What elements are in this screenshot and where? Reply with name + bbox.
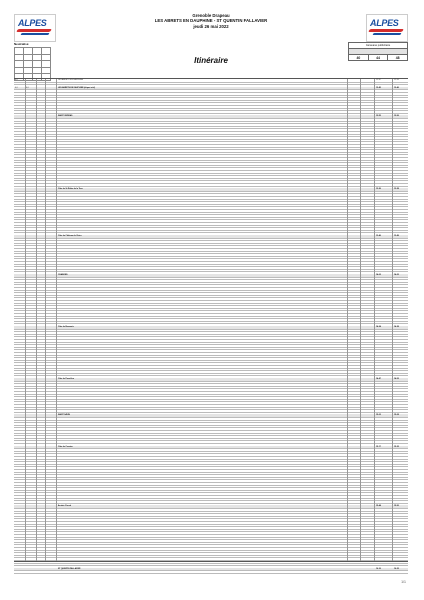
row-cell-c8: 13:46: [376, 235, 381, 237]
row-cell-c9: 12:33: [394, 79, 399, 81]
row-cell-c8: 14:47: [376, 378, 381, 380]
row-cell-c5: Côte de Cessieu: [58, 445, 73, 448]
row-cell-c5: Côte du Château de Virieu: [58, 235, 82, 237]
row-cell-c8: 12:45: [376, 86, 381, 89]
row-cell-c5: CHABONS: [58, 274, 68, 276]
row-cell-c8: [376, 567, 390, 573]
row-cell-c9: 13:49: [394, 235, 399, 237]
row-cell-c6: [349, 570, 359, 573]
row-cell-c9: 14:05: [394, 274, 399, 276]
speed-col-2: 44: [368, 55, 388, 60]
row-cell-c9: [394, 567, 408, 573]
row-cell-c5: LES ABRETS EN DAUPHINE (départ réel): [58, 86, 95, 89]
row-cell-c5: Côte de Parmilieu: [58, 378, 74, 380]
row-cell-c8: 14:02: [376, 274, 381, 276]
row-cell-c9: 14:52: [394, 378, 399, 380]
logo-swoosh-red: [368, 29, 404, 32]
alpes-logo-left: [14, 14, 56, 42]
row-cell-c5: Côte de St Didier de la Tour: [58, 188, 83, 191]
schedule-header-title: Caravane publicitaire: [365, 44, 391, 47]
row-cell-c9: 13:28: [394, 188, 399, 191]
stage-title: [100, 13, 322, 29]
row-cell-c5: ST QUENTIN FALLAVIER: [58, 567, 81, 570]
row-cell-c1: 0,0: [15, 86, 18, 89]
schedule-header-box: [348, 42, 408, 61]
logo-swoosh-red: [16, 29, 52, 32]
row-cell-c9: 14:28: [394, 326, 399, 328]
logo-swoosh-blue: [372, 33, 401, 35]
row-cell-c8: 16:16: [376, 567, 381, 570]
itinerary-rows: [14, 79, 408, 570]
row-cell-c7: [362, 570, 372, 573]
logo-swoosh-blue: [20, 33, 49, 35]
logo-wordmark: ALPES: [18, 18, 47, 28]
row-cell-c5: LES ABRETS EN DAUPHINE: [58, 79, 84, 81]
row-cell-c5: SAINT SAVIN: [58, 414, 70, 417]
row-cell-c5: Arrivée Circuit: [58, 505, 72, 508]
row-cell-c8: 13:26: [376, 188, 381, 191]
speed-columns: [349, 54, 407, 60]
itinerary-table: [14, 78, 408, 570]
row-cell-c9: 12:56: [394, 115, 399, 118]
row-cell-c5: Côte de Bevenais: [58, 326, 74, 328]
title-line-1: Grenoble Drapeau: [192, 13, 230, 18]
row-cell-c1: [15, 570, 25, 573]
legend-title: Neutralisé: [14, 42, 29, 46]
row-cell-c3: [37, 570, 45, 573]
row-cell-c8: 15:17: [376, 445, 381, 448]
row-cell-c8: 15:03: [376, 414, 381, 417]
row-cell-c9: 15:08: [394, 414, 399, 417]
speed-col-3: 48: [387, 55, 407, 60]
row-cell-c8: 15:44: [376, 505, 381, 508]
row-cell-c2: [26, 570, 36, 573]
row-cell-c1: 0,0: [15, 79, 18, 81]
speed-col-1: 40: [356, 55, 361, 60]
title-line-2: LES ABRETS EN DAUPHINE - ST QUENTIN FALLAVIER: [154, 18, 268, 24]
legend-grid: [14, 47, 51, 81]
row-cell-c9: 15:50: [394, 505, 399, 508]
title-line-3: jeudi 26 mai 2022: [193, 23, 229, 29]
row-cell-c9: 16:22: [394, 567, 399, 570]
row-cell-c8: 12:55: [376, 115, 381, 118]
roadbook-page: [10, 8, 412, 570]
page-number: 1/1: [401, 580, 406, 584]
alpes-logo-right: [366, 14, 408, 42]
row-cell-c9: 15:22: [394, 445, 399, 448]
row-cell-c2: 0,0: [26, 86, 29, 89]
row-cell-c4: [46, 570, 55, 573]
row-cell-c5: SAINT ONDRAS: [58, 115, 73, 118]
row-cell-c8: 14:24: [376, 326, 381, 328]
logo-wordmark: ALPES: [370, 18, 399, 28]
itinerary-heading: Itinéraire: [194, 56, 228, 65]
legend-box: [14, 42, 52, 81]
row-cell-c9: 12:46: [394, 86, 399, 89]
row-cell-c8: 12:32: [376, 79, 381, 81]
